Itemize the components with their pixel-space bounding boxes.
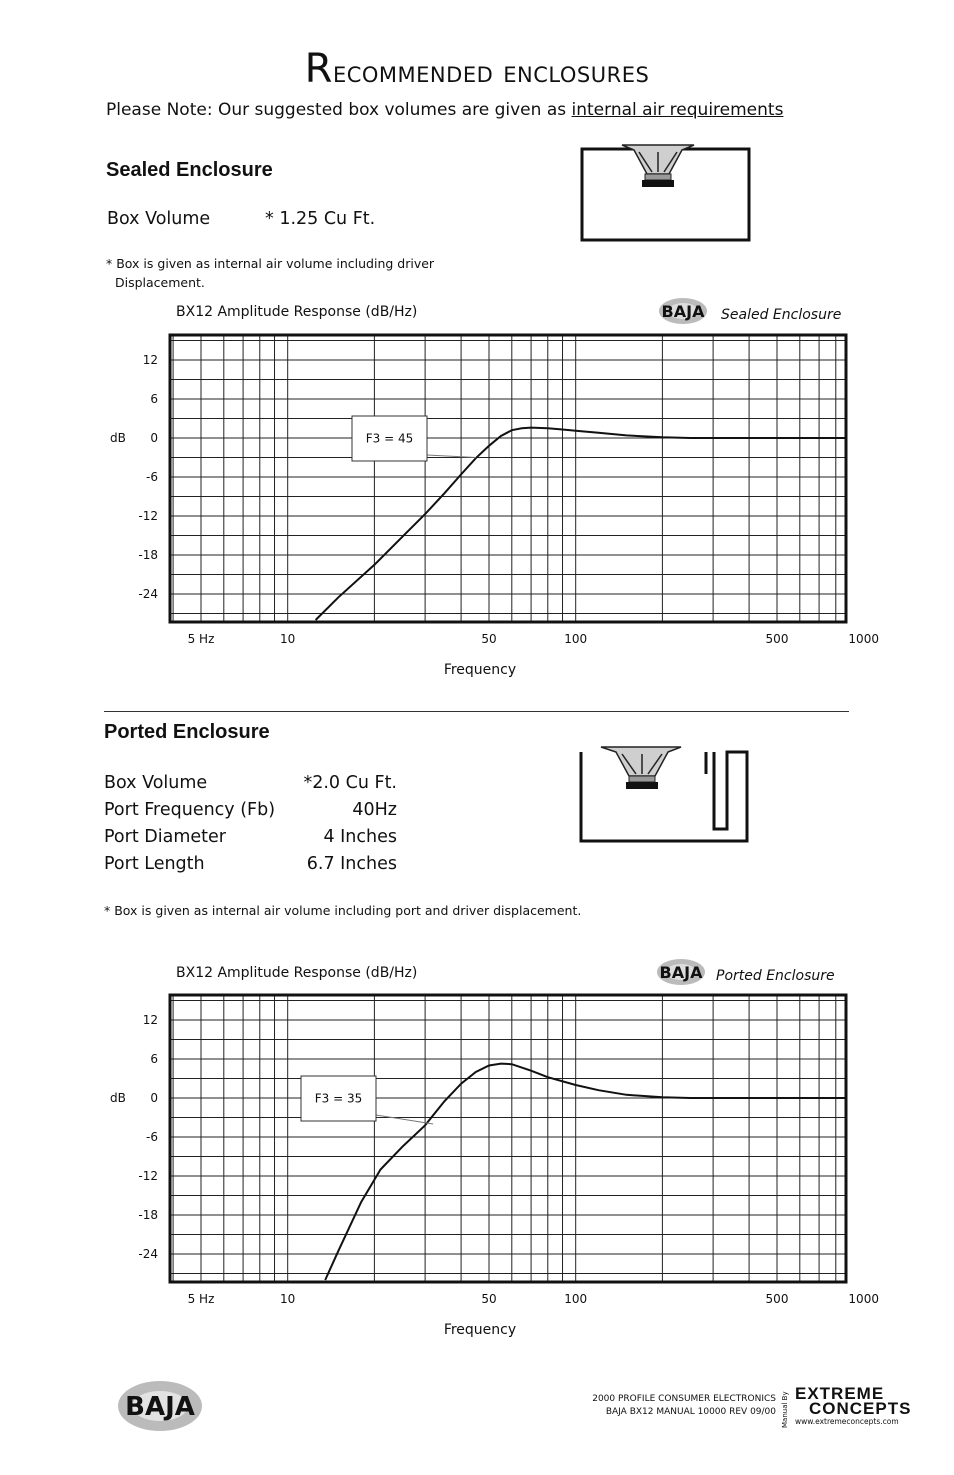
footer-line1: 2000 PROFILE CONSUMER ELECTRONICS xyxy=(592,1394,776,1404)
x-tick-label: 1000 xyxy=(848,1292,879,1306)
response-curve xyxy=(325,1064,846,1280)
y-tick-label: -18 xyxy=(138,548,158,562)
footer-text xyxy=(560,1393,776,1419)
x-tick-label: 50 xyxy=(481,1292,497,1306)
brand-line1: EXTREME xyxy=(795,1384,885,1403)
ported-spec-value: 40Hz xyxy=(352,800,397,820)
y-axis-label: dB xyxy=(110,431,126,445)
brand-line2: CONCEPTS xyxy=(809,1399,912,1418)
sealed-box-diagram xyxy=(578,142,754,244)
x-tick-label: 1000 xyxy=(848,632,879,646)
ported-spec-value: 6.7 Inches xyxy=(306,854,397,874)
y-tick-label: 6 xyxy=(150,1052,158,1066)
y-tick-label: 12 xyxy=(142,1013,158,1027)
footer-line2: BAJA BX12 MANUAL 10000 REV 09/00 xyxy=(605,1407,776,1417)
sealed-chart-tag: Sealed Enclosure xyxy=(721,307,842,323)
y-tick-label: -6 xyxy=(146,1130,158,1144)
y-axis-label: dB xyxy=(110,1091,126,1105)
note-emphasis: internal air requirements xyxy=(571,100,784,120)
manual-by xyxy=(781,1390,793,1430)
logo-text: BAJA xyxy=(661,302,705,321)
ported-heading: Ported Enclosure xyxy=(104,721,270,743)
section-divider xyxy=(104,711,849,712)
y-tick-label: -12 xyxy=(138,1169,158,1183)
y-tick-label: -12 xyxy=(138,509,158,523)
ported-spec-label: Port Frequency (Fb) xyxy=(104,800,276,820)
ported-spec-label: Port Diameter xyxy=(104,827,226,847)
ported-chart-title: BX12 Amplitude Response (dB/Hz) xyxy=(176,965,418,981)
ported-spec-label: Port Length xyxy=(104,854,205,874)
x-tick-label: 100 xyxy=(564,632,588,646)
brand-url: www.extremeconcepts.com xyxy=(795,1417,899,1426)
x-tick-label: 10 xyxy=(280,1292,296,1306)
sealed-baja-logo xyxy=(651,296,715,330)
x-tick-label: 5 Hz xyxy=(187,632,215,646)
baja-logo-icon xyxy=(649,957,713,987)
x-tick-label: 500 xyxy=(765,1292,789,1306)
page-title xyxy=(0,46,954,92)
manual-by-text: Manual By xyxy=(781,1391,789,1428)
logo-text: BAJA xyxy=(125,1392,195,1422)
note-text: Please Note: Our suggested box volumes are given as xyxy=(106,100,567,120)
baja-logo-icon xyxy=(104,1378,216,1434)
y-tick-label: 0 xyxy=(150,1091,158,1105)
ported-box-outline xyxy=(581,752,747,841)
title-initial: R xyxy=(304,46,333,92)
y-tick-label: -6 xyxy=(146,470,158,484)
sealed-driver-icon xyxy=(622,145,694,187)
sealed-heading: Sealed Enclosure xyxy=(106,159,273,181)
x-axis-label: Frequency xyxy=(443,662,517,678)
sealed-response-chart xyxy=(100,330,879,685)
volume-note xyxy=(106,100,783,120)
logo-text: BAJA xyxy=(659,963,703,982)
x-tick-label: 100 xyxy=(564,1292,588,1306)
y-tick-label: -24 xyxy=(138,1247,158,1261)
ported-spec-label: Box Volume xyxy=(104,773,208,793)
x-axis-label: Frequency xyxy=(443,1322,517,1338)
sealed-chart-title: BX12 Amplitude Response (dB/Hz) xyxy=(176,304,418,320)
y-tick-label: 0 xyxy=(150,431,158,445)
y-tick-label: 6 xyxy=(150,392,158,406)
ported-spec-value: *2.0 Cu Ft. xyxy=(303,773,397,793)
y-tick-label: 12 xyxy=(142,353,158,367)
annotation-pointer xyxy=(376,1115,433,1124)
ported-driver-icon xyxy=(601,747,681,789)
x-tick-label: 500 xyxy=(765,632,789,646)
plot-frame xyxy=(170,995,846,1282)
y-tick-label: -18 xyxy=(138,1208,158,1222)
title-rest: ecommended enclosures xyxy=(332,55,650,90)
extreme-concepts-logo xyxy=(795,1386,911,1416)
y-tick-label: -24 xyxy=(138,587,158,601)
x-tick-label: 50 xyxy=(481,632,497,646)
sealed-footnote-line2: Displacement. xyxy=(115,275,205,290)
plot-frame xyxy=(170,335,846,622)
ported-footnote: * Box is given as internal air volume including port and driver displacement. xyxy=(104,903,582,918)
annotation-label: F3 = 45 xyxy=(365,431,414,446)
ported-box-diagram xyxy=(576,744,754,846)
x-tick-label: 10 xyxy=(280,632,296,646)
sealed-footnote-line1: * Box is given as internal air volume including driver xyxy=(106,256,435,271)
sealed-spec-label: Box Volume xyxy=(107,209,211,229)
ported-baja-logo xyxy=(649,957,713,991)
ported-chart-tag: Ported Enclosure xyxy=(716,968,835,984)
ported-spec-value: 4 Inches xyxy=(323,827,397,847)
footer-baja-logo xyxy=(104,1378,216,1438)
ported-response-chart xyxy=(100,990,879,1345)
x-tick-label: 5 Hz xyxy=(187,1292,215,1306)
baja-logo-icon xyxy=(651,296,715,326)
annotation-label: F3 = 35 xyxy=(314,1091,363,1106)
sealed-spec-value: * 1.25 Cu Ft. xyxy=(265,209,376,229)
